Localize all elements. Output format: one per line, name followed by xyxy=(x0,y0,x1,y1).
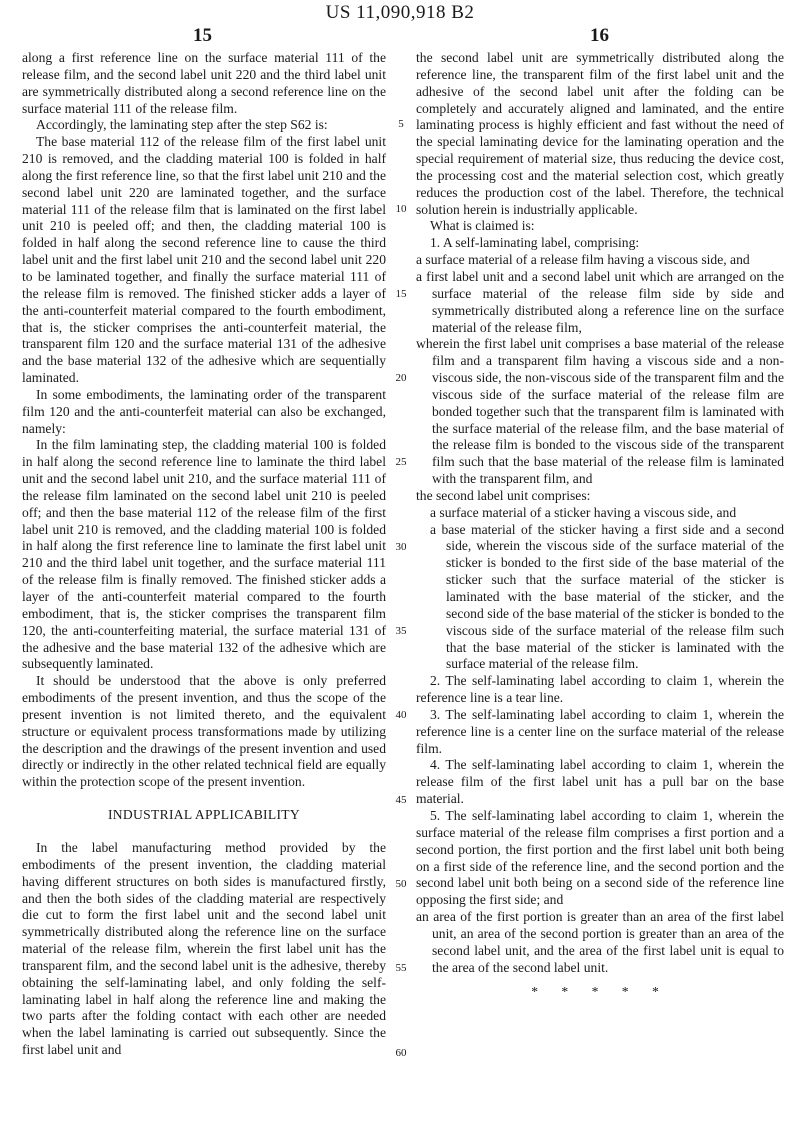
line-number: 20 xyxy=(395,372,407,384)
line-number: 50 xyxy=(395,878,407,890)
claim-subelement: a base material of the sticker having a first side and a second side, wherein the viscous side of the surface material of the sticker is bonded to the first side of the base material of the sticker such that the surface material of the sticker is laminated with the base material of the sticker, and the second side of the base material of the sticker is bonded to the viscous side of the surface material of the release film such that the base material of the sticker is laminated with the surface material of the release film. xyxy=(430,521,784,672)
paragraph: In the label manufacturing method provided by the embodiments of the present invention, the cladding material having different structures on both sides is manufactured firstly, and then the both sides of the cladding material are respectively die cut to form the first label unit and the second label unit symmetrically distributed along the reference line on the surface material of the release film, wherein the first label unit has the transparent film, and the second label unit is the adhesive, thereby obtaining the self-laminating label, and only folding the self-laminating label in half along the reference line and making the two parts after the folding contact with each other are needed when the label laminating is carried out subsequently. Since the first label unit and xyxy=(22,839,386,1058)
line-number: 45 xyxy=(395,794,407,806)
end-marker: * * * * * xyxy=(531,984,669,1000)
patent-number: US 11,090,918 B2 xyxy=(325,2,475,23)
claim: 1. A self-laminating label, comprising: xyxy=(430,235,640,251)
right-column xyxy=(416,50,784,1001)
left-column xyxy=(22,50,386,1059)
paragraph: the second label unit are symmetrically distributed along the reference line, the transparent film of the first label unit and the adhesive of the second label unit after the folding can be completely and accurately aligned and laminated, and the entire laminating process is highly efficient and fast without the need of the special laminating device for the laminating operation and the special requirement of material size, thus reducing the device cost, the processing cost and the material selection cost, which greatly reduces the production cost of the label. Therefore, the technical solution herein is industrially applicable. xyxy=(416,50,784,217)
claim-element: the second label unit comprises: xyxy=(416,487,591,503)
claim-element: an area of the first portion is greater than an area of the first label unit, an area of the second portion is greater than an area of the second label unit, and the area of the first label unit is equal to the area of the second label unit. xyxy=(416,909,784,975)
line-number: 15 xyxy=(395,288,407,300)
line-number: 25 xyxy=(395,456,407,468)
claim-subelement: a surface material of a sticker having a viscous side, and xyxy=(430,504,737,520)
paragraph: In some embodiments, the laminating order of the transparent film 120 and the anti-counterfeit material can also be exchanged, namely: xyxy=(22,386,386,436)
line-number: 35 xyxy=(395,625,407,637)
claim-element: a surface material of a release film having a viscous side, and xyxy=(416,252,750,268)
page-number-left: 15 xyxy=(193,25,212,46)
page-number-right: 16 xyxy=(590,25,609,46)
paragraph: The base material 112 of the release film of the first label unit 210 is removed, and the cladding material 100 is folded in half along the first reference line, so that the first label unit 210 and the second label unit 220 are laminated together, and the surface material 111 of the release film that is laminated on the first label unit 210 is peeled off; and then, the cladding material 100 is folded in half along the second reference line to cause the third label unit and the first label unit 210 and the second label unit 220 to be laminated together, and finally the surface material 111 of the release film is removed. The finished sticker adds a layer of the anti-counterfeit material compared to the fourth embodiment, that is, the sticker comprises the anti-counterfeit material, the transparent film 120 and the surface material 131 of the adhesive and the base material 132 of the adhesive which are sequentially laminated. xyxy=(22,134,386,386)
claim: 2. The self-laminating label according to claim 1, wherein the reference line is a tear line. xyxy=(416,673,784,706)
claim: 4. The self-laminating label according to claim 1, wherein the release film of the first label unit has a pull bar on the base material. xyxy=(416,757,784,807)
line-number: 5 xyxy=(398,118,404,130)
claim-element: a first label unit and a second label unit which are arranged on the surface material of the release film side by side and symmetrically distributed along a reference line on the surface material of the release film, xyxy=(416,268,784,335)
line-number: 55 xyxy=(395,962,407,974)
paragraph: along a first reference line on the surface material 111 of the release film, and the second label unit 220 and the third label unit are symmetrically distributed along a second reference line on the surface material 111 of the release film. xyxy=(22,50,386,116)
line-number: 40 xyxy=(395,709,407,721)
section-heading: INDUSTRIAL APPLICABILITY xyxy=(107,807,301,823)
line-number: 30 xyxy=(395,541,407,553)
paragraph: Accordingly, the laminating step after the step S62 is: xyxy=(36,117,328,133)
claim: 3. The self-laminating label according to claim 1, wherein the reference line is a center line on the surface material of the release film. xyxy=(416,706,784,756)
claim-element: wherein the first label unit comprises a base material of the release film and a transparent film having a viscous side and a non-viscous side, the non-viscous side of the transparent film and the viscous side of the surface material of the release film are bonded together such that the transparent film is laminated with the surface material of the release film, and the base material of the release film is bonded to the viscous side of the transparent film such that the base material of the release film is laminated with the transparent film, and xyxy=(416,336,784,487)
claim: 5. The self-laminating label according to claim 1, wherein the surface material of the release film comprises a first portion and a second portion, the first portion and the first label unit both being on a first side of the reference line, and the second portion and the second label unit both being on a second side of the reference line opposing the first side; and xyxy=(416,807,784,908)
line-number: 10 xyxy=(395,203,407,215)
line-number: 60 xyxy=(395,1047,407,1059)
claims-intro: What is claimed is: xyxy=(430,218,535,234)
paragraph: It should be understood that the above is only preferred embodiments of the present invention, and thus the scope of the present invention is not limited thereto, and the equivalent structure or equivalent process transformations made by utilizing the description and the drawings of the present invention and used directly or indirectly in the other related technical field are equally within the protection scope of the present invention. xyxy=(22,673,386,790)
paragraph: In the film laminating step, the cladding material 100 is folded in half along the second reference line to laminate the third label unit and the second label unit 210, and the surface material 111 of the release film laminated on the second label unit 210 is peeled off; and then the base material 112 of the release film of the first label unit 210 is removed, and the cladding material 100 is folded in half along the first reference line to laminate the first label unit 210 and the third label unit together, and the surface material 111 of the release film is finally removed. The finished sticker adds a layer of the anti-counterfeit material compared to the fourth embodiment, that is, the sticker comprises the transparent film 120, the anti-counterfeiting material, the surface material 131 of the adhesive and the base material 132 of the adhesive which are subsequently laminated. xyxy=(22,437,386,672)
